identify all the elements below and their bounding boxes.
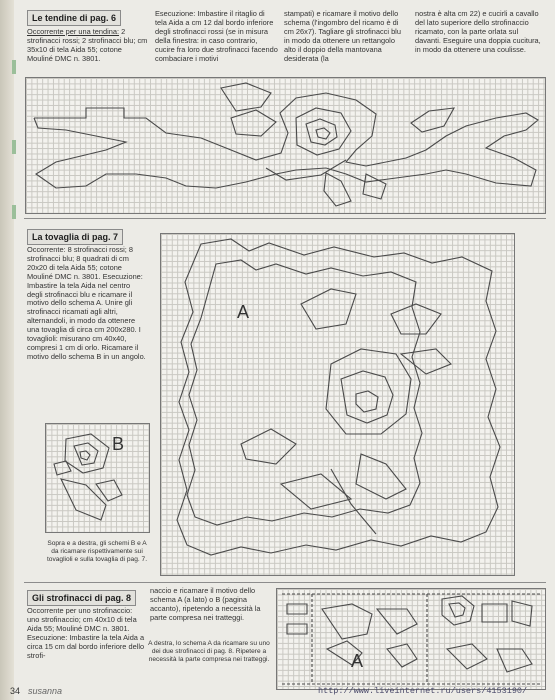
tendine-occorrente-detail: 2 strofinacci rossi; 2 strofinacci blu; cm 35x10 di tela Aida 55; cotone Mouliné DMC n. 3801. bbox=[27, 27, 148, 63]
chart-strofinaccio-a-label: A bbox=[351, 651, 364, 671]
strofinacci-text-2: naccio e ricamare il motivo dello schema A (a lato) o B (pagina accanto), ripetendo a necessità la parte compresa nei tratteggi. bbox=[150, 586, 261, 622]
section-heading-strofinacci: Gli strofinacci di pag. 8 bbox=[27, 590, 136, 606]
motif-strofinaccio-a bbox=[277, 589, 545, 689]
curtain-cross-stitch-chart bbox=[25, 77, 546, 214]
chart-b-label: B bbox=[112, 434, 125, 454]
section-heading-tendine: Le tendine di pag. 6 bbox=[27, 10, 121, 26]
tovaglia-caption: Sopra e a destra, gli schemi B e A da ricamare rispettivamente sui tovaglioli e sulla tovaglia di pag. 7. bbox=[46, 540, 148, 563]
tendine-occorrente: Occorrente per una tendina: bbox=[27, 27, 120, 36]
tendine-text-col3: stampati) e ricamare il motivo dello schema (l'ingombro del ricamo è di cm 26x7). Tagliare gli strofinacci blu in modo da ottenere un rettangolo alto il doppio della mantovana desiderata (la bbox=[284, 9, 401, 63]
tendine-text-col4: nostra è alta cm 22) e cucirli a cavallo del lato superiore dello strofinaccio ricamato, con la parte orlata sul davanti. Eseguire una doppia cucitura, in modo da ottenere una coulisse. bbox=[415, 9, 541, 54]
strofinacci-caption: A destra, lo schema A da ricamare su uno dei due strofinacci di pag. 8. Ripetere a necessità la parte compresa nei tratteggi. bbox=[148, 640, 270, 663]
tovagliolo-chart-b bbox=[45, 423, 150, 533]
strofinaccio-chart-a bbox=[276, 588, 546, 690]
tendine-text-col2: Esecuzione: Imbastire il ritaglio di tela Aida a cm 12 dal bordo inferiore degli strofinacci rossi (se in misura della finestra: in caso contrario, cucire fra loro due strofinacci facendo combaciare i motivi bbox=[155, 9, 278, 63]
motif-a bbox=[161, 234, 514, 575]
binding-tab bbox=[12, 205, 16, 219]
tendine-text-col1 bbox=[27, 28, 149, 64]
magazine-name: susanna bbox=[28, 686, 63, 696]
motif-b bbox=[46, 424, 149, 532]
page-number: 34 bbox=[10, 686, 21, 696]
binding-tab bbox=[12, 140, 16, 154]
chart-a-label: A bbox=[237, 302, 250, 322]
strofinacci-text: Occorrente per uno strofinaccio: uno strofinaccio; cm 40x10 di tela Aida 55; Mouliné DMC n. 3801. Esecuzione: Imbastire la tela Aida a circa 15 cm dal bordo inferiore dello strofi- bbox=[27, 606, 145, 660]
tovaglia-chart-a bbox=[160, 233, 515, 576]
page-binding-edge bbox=[0, 0, 14, 700]
section-divider bbox=[24, 218, 546, 219]
section-heading-tovaglia: La tovaglia di pag. 7 bbox=[27, 229, 123, 245]
curtain-motif bbox=[26, 78, 545, 213]
source-url-watermark: http://www.liveinternet.ru/users/4153190/ bbox=[318, 686, 528, 696]
binding-tab bbox=[12, 60, 16, 74]
section-divider bbox=[24, 582, 546, 583]
tovaglia-text: Occorrente: 8 strofinacci rossi; 8 strofinacci blu; 8 quadrati di cm 20x20 di tela Aida 55; cotone Mouliné DMC n. 3801. Esecuzione: Imbastire la tela Aida nel centro degli strofinacci blu e ricamare il motivo dello schema A. Unire gli strofinacci ricamati agli altri, alternandoli, in modo da ottenere una tovaglia di circa cm 200x280. I tovaglioli: misurano cm 40x40, compresi 1 cm di orlo. Ricamare il motivo dello schema B in un angolo. bbox=[27, 245, 146, 361]
